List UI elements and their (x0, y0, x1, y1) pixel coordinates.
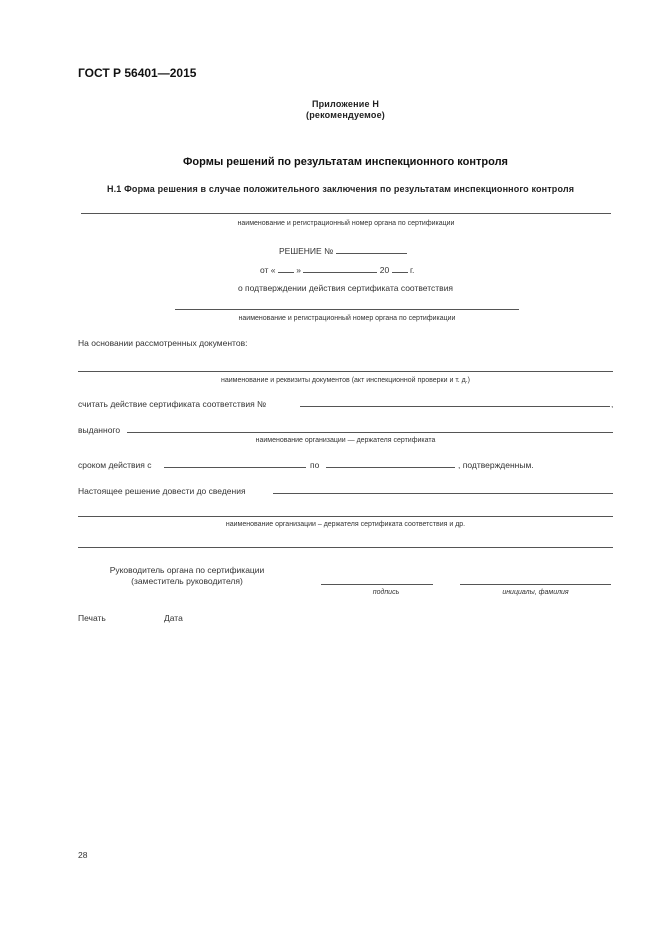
stamp-label: Печать (78, 613, 106, 623)
notify-line-2[interactable] (78, 516, 613, 517)
notify-line-3[interactable] (78, 547, 613, 548)
decision-row (279, 245, 407, 256)
validity-from-field[interactable] (164, 467, 306, 468)
consider-end: , (611, 399, 614, 409)
notify-field[interactable] (273, 493, 613, 494)
holder-caption: наименование организации — держателя сертификата (255, 437, 436, 444)
notify-label: Настоящее решение довести до сведения (78, 486, 246, 496)
validity-end: , подтвержденным. (458, 460, 534, 470)
date-row (260, 264, 414, 275)
validity-to-label: по (310, 460, 320, 470)
name-field[interactable] (460, 584, 611, 585)
head-title-deputy: (заместитель руководителя) (131, 576, 243, 586)
decision-about: о подтверждении действия сертификата соответствия (237, 283, 454, 293)
issued-label: выданного (78, 425, 121, 435)
name-caption: инициалы, фамилия (502, 589, 569, 596)
org-name-line-2 (175, 309, 519, 310)
subsection-title: Н.1 Форма решения в случае положительного заключения по результатам инспекционного контроля (107, 184, 575, 194)
decision-number-field[interactable] (336, 245, 407, 254)
date-mid: » (296, 265, 302, 275)
month-field[interactable] (303, 264, 377, 273)
signature-field[interactable] (321, 584, 433, 585)
org-name-line (81, 213, 611, 214)
consider-label: считать действие сертификата соответствия № (78, 399, 267, 409)
date-suffix: г. (409, 265, 415, 275)
appendix-title: Приложение Н (311, 99, 380, 109)
date-label: Дата (164, 613, 183, 623)
notify-caption: наименование организации – держателя сертификата соответствия и др. (225, 521, 466, 528)
year-field[interactable] (392, 264, 408, 273)
page-number: 28 (78, 850, 88, 860)
basis-label: На основании рассмотренных документов: (78, 338, 248, 348)
signature-caption: подпись (372, 589, 400, 596)
documents-caption: наименование и реквизиты документов (акт инспекционной проверки и т. д.) (221, 377, 470, 384)
certificate-number-field[interactable] (300, 406, 610, 407)
holder-field[interactable] (127, 432, 613, 433)
appendix-note: (рекомендуемое) (306, 110, 385, 120)
day-field[interactable] (278, 264, 294, 273)
validity-from-label: сроком действия с (78, 460, 152, 470)
date-prefix: от « (260, 265, 276, 275)
head-title: Руководитель органа по сертификации (109, 565, 265, 575)
org-name-caption-2: наименование и регистрационный номер органа по сертификации (238, 315, 456, 322)
decision-label: РЕШЕНИЕ № (279, 246, 334, 256)
documents-line (78, 371, 613, 372)
org-name-caption: наименование и регистрационный номер органа по сертификации (237, 220, 455, 227)
validity-to-field[interactable] (326, 467, 455, 468)
year-prefix: 20 (379, 265, 390, 275)
section-title: Формы решений по результатам инспекционного контроля (183, 156, 508, 168)
standard-header: ГОСТ Р 56401—2015 (78, 66, 197, 80)
